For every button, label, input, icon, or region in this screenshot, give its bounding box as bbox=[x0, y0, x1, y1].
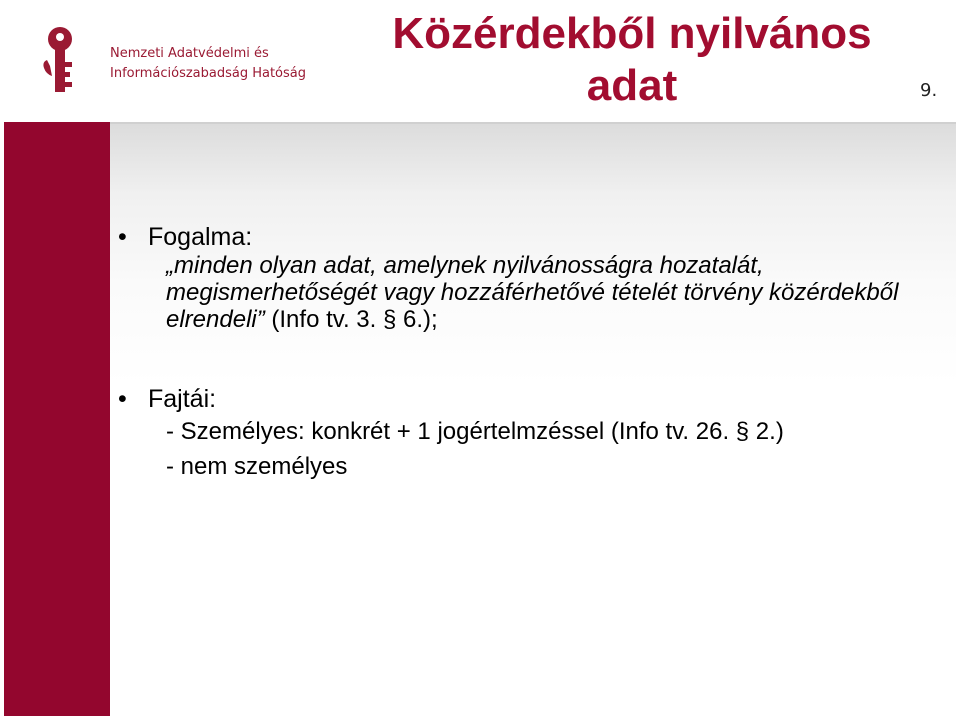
bullet-dot-icon: • bbox=[118, 223, 127, 251]
key-icon bbox=[38, 24, 84, 96]
bullet-definition bbox=[118, 222, 948, 333]
bullet-dot-icon: • bbox=[118, 385, 127, 413]
slide-header bbox=[0, 0, 960, 122]
bullet-heading bbox=[118, 384, 948, 414]
authority-name-line1: Nemzeti Adatvédelmi és bbox=[110, 46, 269, 61]
bullet-types bbox=[118, 384, 948, 484]
bullet-heading bbox=[118, 222, 948, 252]
authority-name-line2: Információszabadság Hatóság bbox=[110, 66, 307, 81]
type-item-personal: - Személyes: konkrét + 1 jogértelmzéssel (Info tv. 26. § 2.) bbox=[166, 418, 784, 445]
authority-logo bbox=[38, 24, 338, 104]
definition-heading: Fogalma: bbox=[148, 223, 253, 251]
types-heading: Fajtái: bbox=[148, 385, 217, 413]
slide-content bbox=[110, 122, 956, 718]
definition-text bbox=[166, 252, 926, 333]
brand-sidebar bbox=[4, 122, 110, 716]
type-item-non-personal: - nem személyes bbox=[166, 453, 348, 480]
authority-name bbox=[110, 44, 306, 84]
slide-title: Közérdekből nyilvános adat bbox=[392, 9, 872, 110]
page-number: 9. bbox=[920, 80, 938, 101]
definition-reference: (Info tv. 3. § 6.); bbox=[264, 306, 438, 333]
definition-quote: „minden olyan adat, amelynek nyilvánosságra hozatalát, megismerhetőségét vagy hozzáférhetővé tételét törvény közérdekből elrendeli” bbox=[166, 252, 899, 333]
